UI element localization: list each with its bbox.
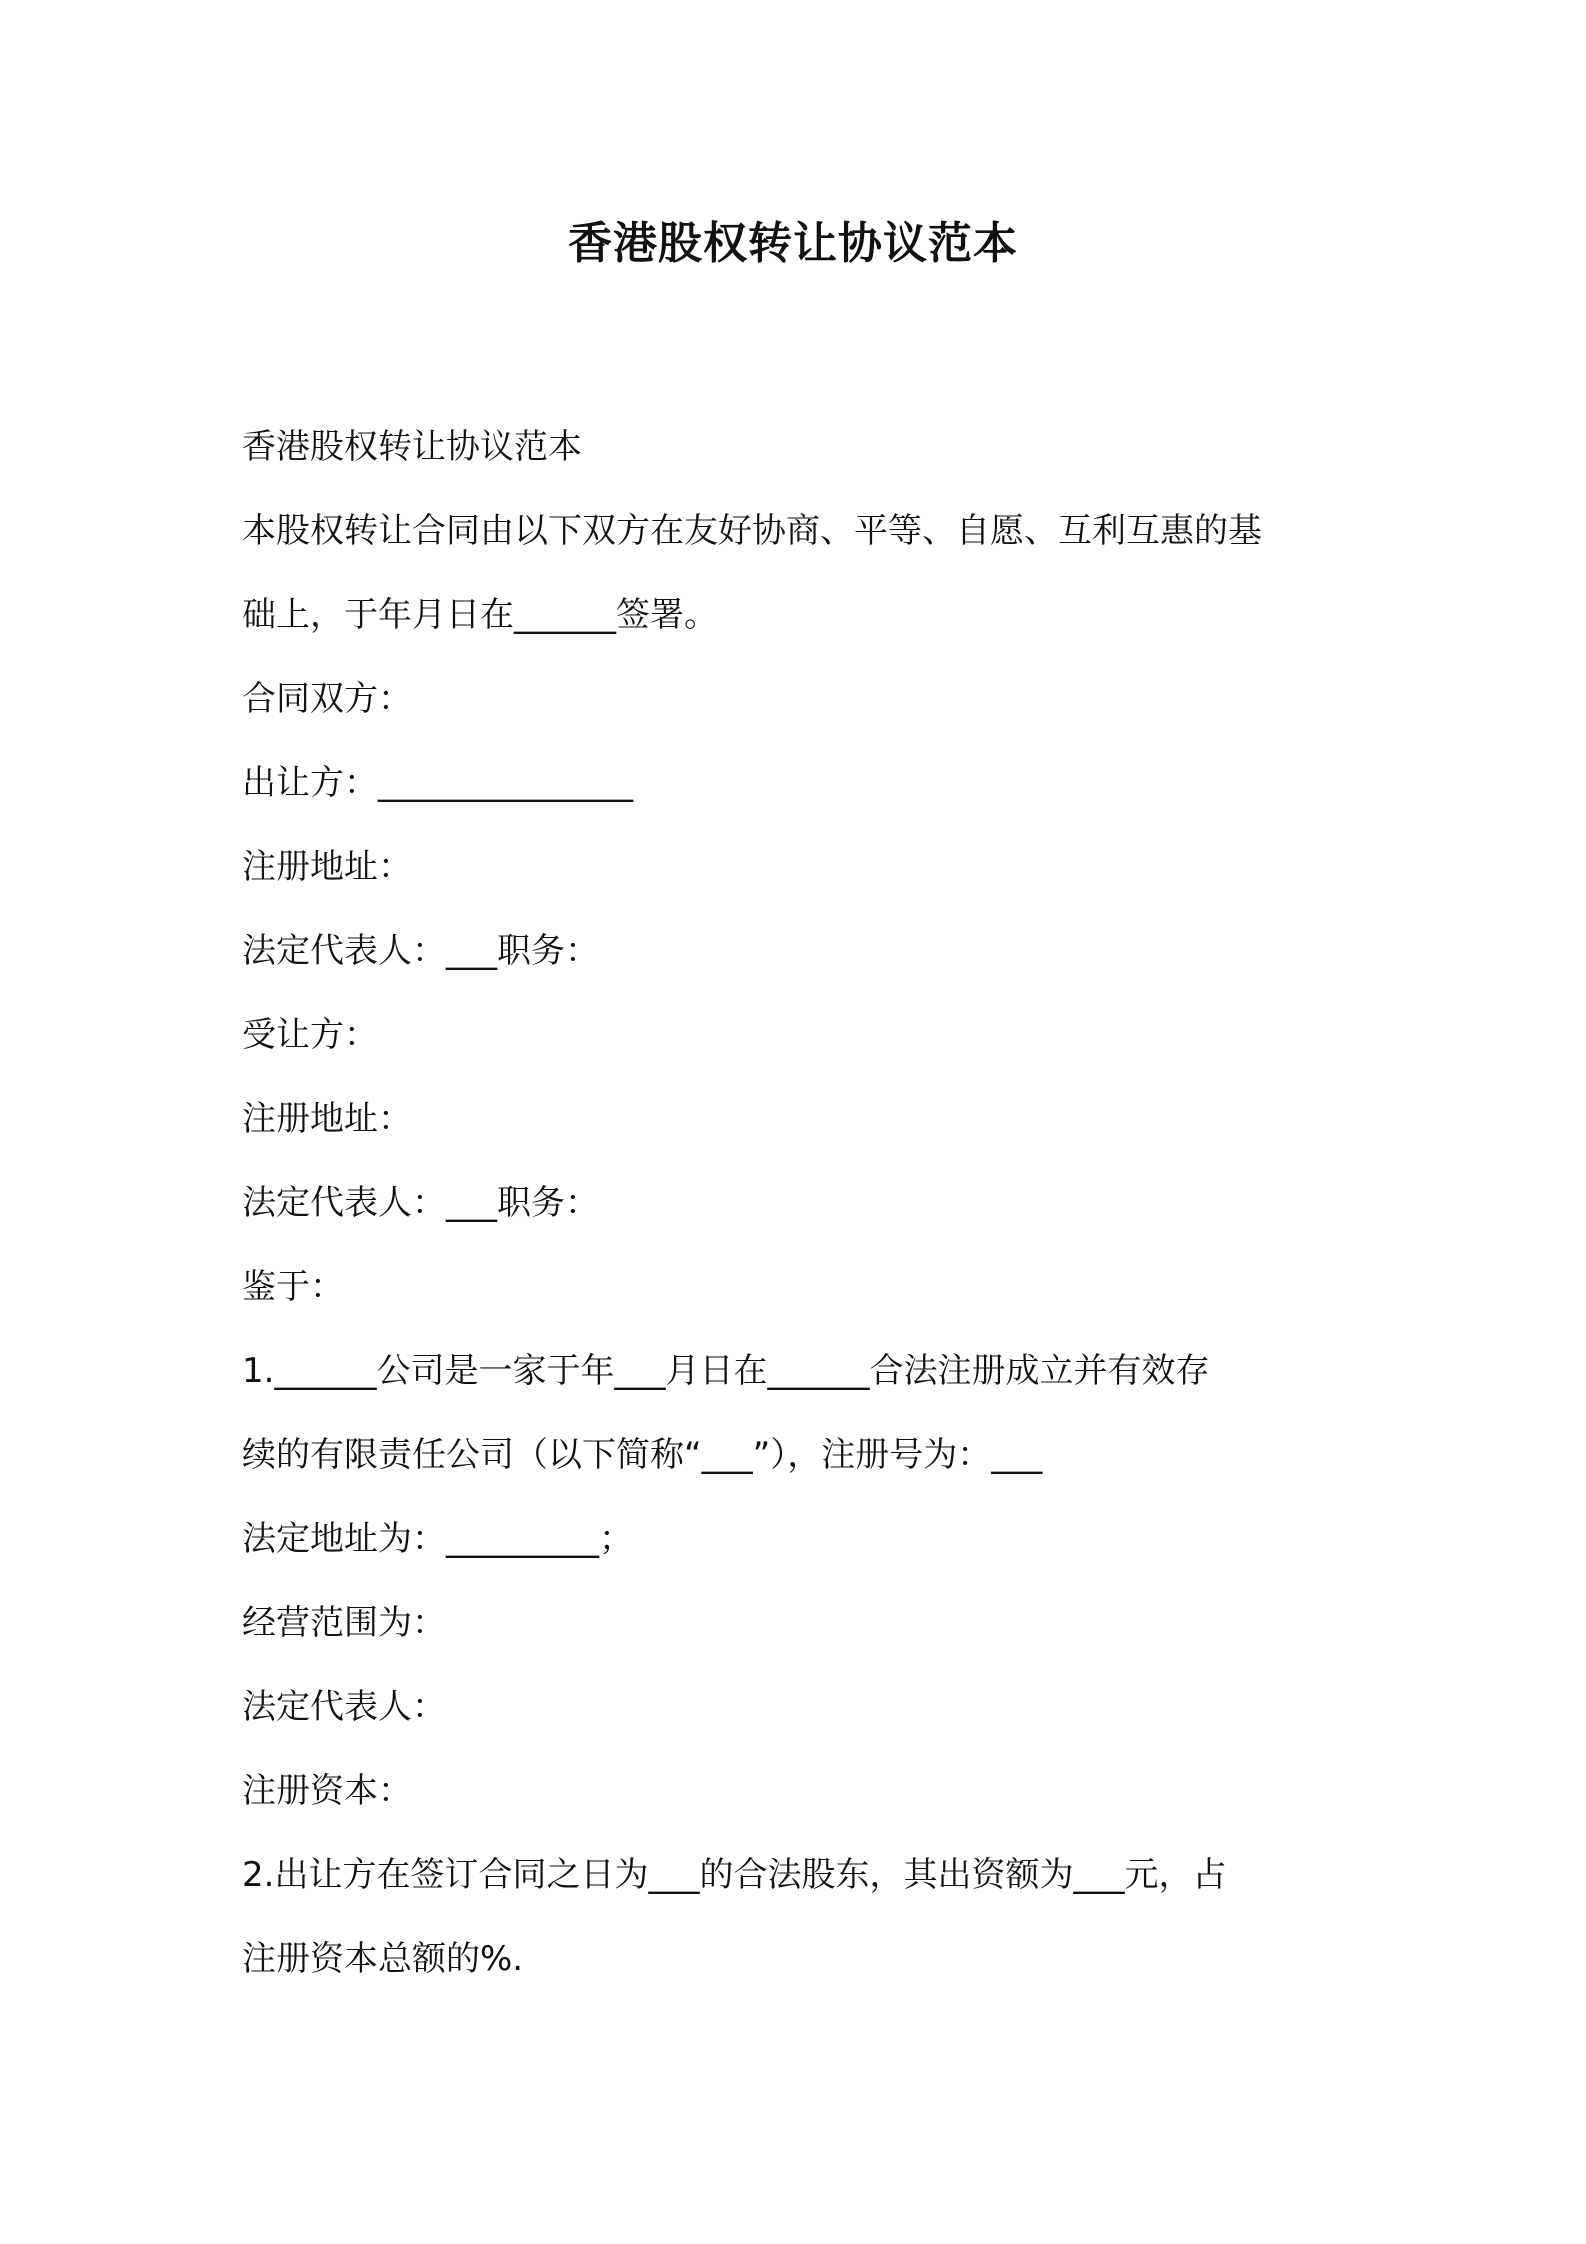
legal-address-line: 法定地址为：_________； [242,1519,633,1559]
transferor-representative-line: 法定代表人：___职务： [242,931,599,971]
clause-1-line-2: 续的有限责任公司（以下简称“___”），注册号为：___ [242,1435,1043,1475]
transferor-line: 出让方：_______________ [242,763,633,803]
transferor-address-line: 注册地址： [242,847,412,887]
clause-1-line-1: 1.______公司是一家于年___月日在______合法注册成立并有效存 [242,1351,1210,1391]
business-scope-line: 经营范围为： [242,1603,446,1643]
transferee-line: 受让方： [242,1015,378,1055]
transferee-address-line: 注册地址： [242,1099,412,1139]
page-title: 香港股权转让协议范本 [568,218,1018,269]
transferee-representative-line: 法定代表人：___职务： [242,1183,599,1223]
clause-2-line-2: 注册资本总额的%. [242,1939,524,1979]
intro-line-1: 本股权转让合同由以下双方在友好协商、平等、自愿、互利互惠的基 [242,511,1262,551]
clause-2-line-1: 2.出让方在签订合同之日为___的合法股东，其出资额为___元，占 [242,1855,1227,1895]
intro-line-2: 础上，于年月日在______签署。 [242,595,718,635]
registered-capital-line: 注册资本： [242,1771,412,1811]
document-body [242,405,1362,2001]
whereas-heading: 鉴于： [242,1267,344,1307]
parties-heading: 合同双方： [242,679,412,719]
subtitle-line: 香港股权转让协议范本 [242,427,582,467]
legal-representative-line: 法定代表人： [242,1687,446,1727]
